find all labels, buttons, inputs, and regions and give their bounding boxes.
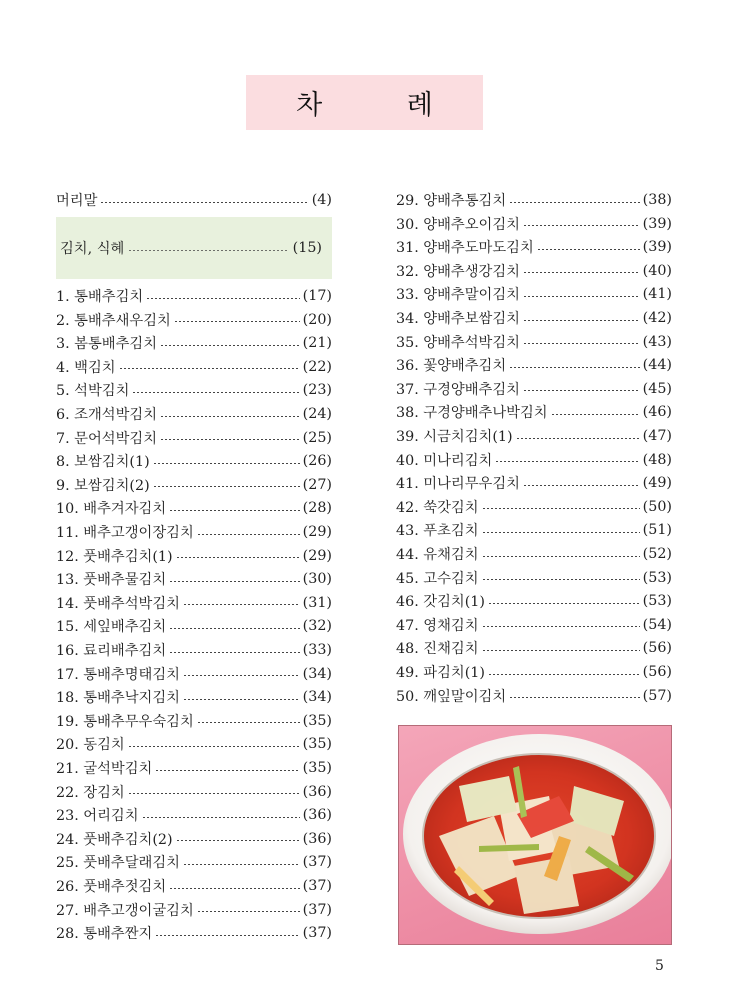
leader-dots	[523, 296, 640, 297]
toc-entry[interactable]	[396, 495, 672, 519]
toc-entry-label: 13. 풋배추물김치	[56, 572, 167, 589]
toc-entry[interactable]	[396, 566, 672, 590]
toc-entry[interactable]	[56, 638, 332, 662]
toc-entry-page: (41)	[642, 286, 672, 303]
toc-entry-page: (43)	[642, 333, 672, 350]
toc-entry[interactable]	[56, 378, 332, 402]
toc-entry[interactable]	[56, 756, 332, 780]
leader-dots	[183, 675, 300, 676]
toc-entry-page: (25)	[302, 429, 332, 446]
toc-entry[interactable]	[56, 780, 332, 804]
toc-entry-page: (38)	[642, 192, 672, 208]
toc-entry[interactable]	[396, 400, 672, 424]
toc-entry-page: (34)	[302, 665, 332, 682]
toc-entry-label: 23. 어리김치	[56, 808, 139, 825]
toc-entry-label: 5. 석박김치	[56, 383, 130, 400]
toc-entry-label: 21. 굴석박김치	[56, 761, 153, 777]
leader-dots	[197, 722, 300, 723]
toc-entry[interactable]	[56, 331, 332, 355]
toc-entry-label: 8. 보쌈김치(1)	[56, 454, 150, 471]
leader-dots	[128, 793, 300, 794]
toc-entry-label: 14. 풋배추석박김치	[56, 595, 180, 612]
toc-entry-page: (52)	[642, 546, 672, 562]
toc-entry-label: 44. 유채김치	[396, 547, 479, 563]
toc-entry-page: (27)	[302, 476, 332, 493]
leader-dots	[128, 746, 300, 747]
toc-entry-label: 27. 배추고갱이굴김치	[56, 902, 194, 919]
leader-dots	[153, 486, 300, 487]
toc-entry-page: (46)	[642, 404, 672, 421]
toc-entry-page: (50)	[642, 498, 672, 515]
toc-entry-page: (36)	[302, 830, 332, 847]
toc-entry[interactable]	[396, 424, 672, 448]
toc-entry-page: (53)	[642, 593, 672, 610]
toc-entry[interactable]	[396, 684, 672, 708]
kimchi-bowl-image	[399, 726, 671, 944]
toc-entry-page: (24)	[302, 406, 332, 422]
leader-dots	[537, 249, 640, 250]
toc-entry-label: 42. 쑥갓김치	[396, 499, 479, 516]
toc-entry[interactable]	[56, 449, 332, 473]
toc-entry-label: 12. 풋배추김치(1)	[56, 548, 173, 565]
leader-dots	[155, 935, 299, 936]
toc-entry-page: (56)	[642, 664, 672, 680]
toc-entry-page: (39)	[642, 239, 672, 256]
toc-section-label: 김치, 식혜	[60, 241, 125, 257]
toc-entry[interactable]	[56, 473, 332, 497]
toc-entry-label: 17. 통배추명태김치	[56, 666, 180, 683]
leader-dots	[516, 438, 640, 439]
toc-entry[interactable]	[56, 308, 332, 332]
toc-entry-label: 29. 양배추통김치	[396, 193, 507, 209]
toc-entry[interactable]	[56, 662, 332, 686]
toc-entry[interactable]	[56, 709, 332, 733]
toc-entry-page: (54)	[642, 616, 672, 633]
toc-entry-label: 7. 문어석박김치	[56, 430, 158, 447]
toc-entry-label: 16. 료리배추김치	[56, 643, 167, 659]
toc-entry[interactable]	[56, 614, 332, 638]
toc-entry[interactable]	[396, 448, 672, 472]
toc-entry-page: (34)	[302, 689, 332, 706]
leader-dots	[495, 461, 639, 462]
toc-entry-label: 39. 시금치김치(1)	[396, 429, 513, 445]
leader-dots	[509, 202, 639, 203]
toc-entry-label: 48. 진채김치	[396, 641, 479, 658]
toc-entry-page: (40)	[642, 262, 672, 279]
leader-dots	[169, 581, 299, 582]
leader-dots	[128, 250, 288, 251]
toc-entry-page: (4)	[311, 192, 332, 208]
title-banner	[246, 75, 483, 130]
toc-entry-label: 2. 통배추새우김치	[56, 312, 171, 329]
toc-entry[interactable]	[396, 377, 672, 401]
toc-entry-label: 9. 보쌈김치(2)	[56, 477, 150, 494]
toc-entry-page: (37)	[302, 901, 332, 918]
kimchi-photo	[398, 725, 672, 945]
toc-entry-page: (51)	[642, 522, 672, 539]
toc-entry[interactable]	[396, 306, 672, 330]
toc-entry-label: 머리말	[56, 193, 98, 209]
toc-entry-page: (32)	[302, 618, 332, 635]
leader-dots	[523, 272, 640, 273]
toc-entry-label: 50. 깨잎말이김치	[396, 688, 507, 705]
leader-dots	[482, 650, 640, 651]
toc-entry-label: 49. 파김치(1)	[396, 665, 485, 681]
toc-entry-label: 47. 영채김치	[396, 617, 479, 634]
toc-entry-page: (20)	[302, 311, 332, 328]
toc-entry-page: (35)	[302, 760, 332, 776]
toc-entry-label: 30. 양배추오이김치	[396, 216, 520, 233]
toc-entry-page: (56)	[642, 640, 672, 657]
toc-entry[interactable]	[396, 660, 672, 684]
toc-entry-page: (53)	[642, 569, 672, 586]
leader-dots	[160, 439, 300, 440]
toc-entry[interactable]	[396, 613, 672, 637]
toc-entry-page: (17)	[302, 288, 332, 304]
toc-entry-page: (28)	[302, 500, 332, 517]
toc-entry[interactable]	[56, 496, 332, 520]
leader-dots	[482, 556, 640, 557]
toc-entry[interactable]	[396, 259, 672, 283]
toc-entry-label: 20. 동김치	[56, 737, 125, 754]
toc-entry-page: (37)	[302, 854, 332, 871]
leader-dots	[509, 697, 639, 698]
toc-entry-label: 33. 양배추말이김치	[396, 287, 520, 304]
toc-entry[interactable]	[56, 898, 332, 922]
toc-entry[interactable]	[56, 827, 332, 851]
leader-dots	[523, 320, 640, 321]
toc-entry-page: (35)	[302, 712, 332, 729]
leader-dots	[509, 367, 639, 368]
toc-entry-page: (39)	[642, 215, 672, 232]
leader-dots	[197, 534, 300, 535]
leader-dots	[146, 298, 299, 299]
toc-entry[interactable]	[56, 921, 332, 945]
leader-dots	[183, 604, 300, 605]
toc-entry[interactable]	[396, 518, 672, 542]
toc-entry-page: (36)	[302, 783, 332, 800]
toc-entry[interactable]	[56, 850, 332, 874]
toc-entry-page: (33)	[302, 642, 332, 658]
leader-dots	[183, 699, 300, 700]
toc-entry[interactable]	[396, 589, 672, 613]
toc-entry-label: 25. 풋배추달래김치	[56, 855, 180, 872]
leader-dots	[169, 628, 299, 629]
page-title: 차 례	[296, 90, 471, 121]
toc-section-kimchi[interactable]	[60, 236, 322, 260]
toc-entry-label: 31. 양배추도마도김치	[396, 240, 534, 257]
toc-entry-page: (42)	[642, 310, 672, 326]
leader-dots	[183, 864, 300, 865]
toc-entry-page: (31)	[302, 594, 332, 611]
leader-dots	[482, 626, 640, 627]
page-number: 5	[655, 958, 664, 974]
toc-entry-label: 6. 조개석박김치	[56, 407, 158, 423]
leader-dots	[169, 652, 299, 653]
toc-entry-label: 1. 통배추김치	[56, 289, 144, 305]
toc-entry-label: 19. 통배추무우숙김치	[56, 713, 194, 730]
toc-entry-page: (29)	[302, 524, 332, 540]
toc-entry-label: 38. 구경양배추나박김치	[396, 405, 548, 422]
toc-entry-label: 43. 푸초김치	[396, 523, 479, 540]
leader-dots	[523, 225, 640, 226]
leader-dots	[551, 414, 640, 415]
toc-entry[interactable]	[396, 330, 672, 354]
toc-entry[interactable]	[396, 636, 672, 660]
toc-entry-label: 18. 통배추낙지김치	[56, 690, 180, 707]
toc-entry-page: (35)	[302, 736, 332, 753]
leader-dots	[482, 508, 640, 509]
toc-entry-page: (30)	[302, 571, 332, 588]
toc-entry-label: 34. 양배추보쌈김치	[396, 311, 520, 327]
toc-entry-label: 45. 고수김치	[396, 570, 479, 587]
toc-entry[interactable]	[56, 426, 332, 450]
leader-dots	[523, 343, 640, 344]
leader-dots	[197, 911, 300, 912]
toc-entry-label: 37. 구경양배추김치	[396, 381, 520, 398]
toc-entry-page: (37)	[302, 878, 332, 894]
leader-dots	[482, 532, 640, 533]
leader-dots	[169, 888, 299, 889]
toc-entry[interactable]	[396, 542, 672, 566]
leader-dots	[155, 770, 299, 771]
toc-entry-label: 46. 갓김치(1)	[396, 594, 485, 611]
toc-entry[interactable]	[56, 685, 332, 709]
leader-dots	[482, 579, 640, 580]
toc-entry[interactable]	[56, 874, 332, 898]
toc-entry-page: (23)	[302, 382, 332, 399]
toc-entry-page: (22)	[302, 358, 332, 375]
toc-entry[interactable]	[396, 353, 672, 377]
toc-entry[interactable]	[56, 591, 332, 615]
toc-entry-label: 10. 배추겨자김치	[56, 501, 167, 518]
leader-dots	[160, 416, 300, 417]
toc-entry-label: 24. 풋배추김치(2)	[56, 831, 173, 848]
toc-entry[interactable]	[56, 355, 332, 379]
toc-entry[interactable]	[396, 212, 672, 236]
toc-entry[interactable]	[56, 732, 332, 756]
toc-entry-label: 36. 꽃양배추김치	[396, 358, 507, 375]
toc-entry-page: (45)	[642, 380, 672, 397]
leader-dots	[523, 485, 640, 486]
toc-entry-label: 11. 배추고갱이장김치	[56, 525, 194, 541]
toc-entry-page: (37)	[302, 925, 332, 942]
leader-dots	[160, 345, 300, 346]
leader-dots	[488, 674, 640, 675]
toc-entry-label: 32. 양배추생강김치	[396, 263, 520, 280]
leader-dots	[100, 202, 308, 203]
toc-entry-label: 3. 봄통배추김치	[56, 336, 158, 353]
toc-entry-label: 28. 통배추짠지	[56, 926, 153, 943]
toc-entry-page: (57)	[642, 687, 672, 704]
toc-entry-label: 41. 미나리무우김치	[396, 476, 520, 493]
toc-entry[interactable]	[396, 188, 672, 212]
toc-entry-page: (21)	[302, 335, 332, 352]
leader-dots	[142, 817, 300, 818]
leader-dots	[119, 368, 300, 369]
leader-dots	[174, 321, 300, 322]
toc-entry-page: (36)	[302, 807, 332, 824]
toc-section-page: (15)	[292, 240, 322, 256]
toc-entry[interactable]	[56, 402, 332, 426]
toc-entry[interactable]	[396, 235, 672, 259]
toc-entry-preface[interactable]	[56, 188, 332, 212]
toc-entry[interactable]	[56, 520, 332, 544]
toc-entry[interactable]	[56, 567, 332, 591]
toc-entry[interactable]	[396, 471, 672, 495]
leader-dots	[153, 463, 300, 464]
toc-entry-label: 26. 풋배추젓김치	[56, 879, 167, 895]
toc-entry-label: 22. 장김치	[56, 784, 125, 801]
toc-entry-label: 15. 세잎배추김치	[56, 619, 167, 636]
toc-entry-label: 4. 백김치	[56, 359, 116, 376]
toc-entry[interactable]	[56, 544, 332, 568]
toc-entry-page: (26)	[302, 453, 332, 470]
leader-dots	[132, 392, 299, 393]
leader-dots	[169, 510, 299, 511]
toc-entry[interactable]	[56, 803, 332, 827]
toc-entry-label: 40. 미나리김치	[396, 452, 493, 469]
toc-entry-page: (47)	[642, 428, 672, 444]
toc-entry-page: (48)	[642, 451, 672, 468]
toc-entry-page: (44)	[642, 357, 672, 374]
leader-dots	[176, 557, 300, 558]
leader-dots	[488, 603, 640, 604]
toc-entry-page: (49)	[642, 475, 672, 492]
toc-entry-page: (29)	[302, 547, 332, 564]
leader-dots	[176, 840, 300, 841]
toc-entry[interactable]	[396, 282, 672, 306]
toc-entry-label: 35. 양배추석박김치	[396, 334, 520, 351]
toc-entry[interactable]	[56, 284, 332, 308]
leader-dots	[523, 390, 640, 391]
